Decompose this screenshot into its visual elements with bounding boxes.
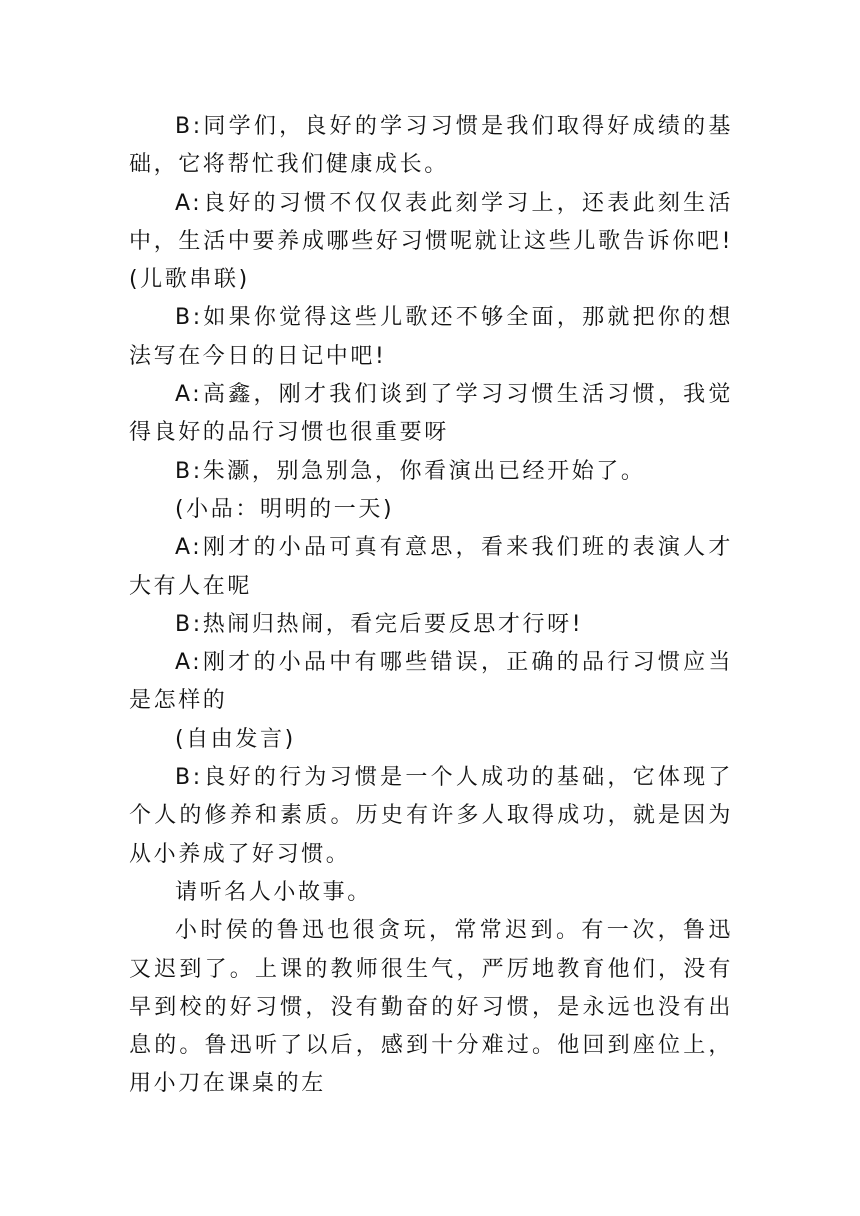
paragraph: B:如果你觉得这些儿歌还不够全面，那就把你的想法写在今日的日记中吧! bbox=[129, 305, 733, 369]
paragraph: 请听名人小故事。 bbox=[175, 879, 372, 905]
paragraph: A:刚才的小品中有哪些错误，正确的品行习惯应当是怎样的 bbox=[129, 650, 733, 714]
paragraph: B:同学们，良好的学习习惯是我们取得好成绩的基础，它将帮忙我们健康成长。 bbox=[129, 114, 733, 178]
paragraph: B:朱灏，别急别急，你看演出已经开始了。 bbox=[175, 458, 646, 484]
paragraph: (自由发言) bbox=[175, 726, 296, 752]
paragraph: A:高鑫，刚才我们谈到了学习习惯生活习惯，我觉得良好的品行习惯也很重要呀 bbox=[129, 382, 733, 446]
document-body bbox=[129, 108, 733, 1104]
paragraph: B:良好的行为习惯是一个人成功的基础，它体现了个人的修养和素质。历史有许多人取得成功，就是因为从小养成了好习惯。 bbox=[129, 765, 733, 867]
paragraph: (小品：明明的一天) bbox=[175, 496, 395, 522]
paragraph: A:刚才的小品可真有意思，看来我们班的表演人才大有人在呢 bbox=[129, 535, 733, 599]
paragraph: A:良好的习惯不仅仅表此刻学习上，还表此刻生活中，生活中要养成哪些好习惯呢就让这些儿歌告诉你吧!(儿歌串联) bbox=[129, 190, 733, 293]
paragraph: 小时侯的鲁迅也很贪玩，常常迟到。有一次，鲁迅又迟到了。上课的教师很生气，严厉地教育他们，没有早到校的好习惯，没有勤奋的好习惯，是永远也没有出息的。鲁迅听了以后，感到十分难过。他回到座位上，用小刀在课桌的左 bbox=[129, 918, 733, 1097]
paragraph: B:热闹归热闹，看完后要反思才行呀! bbox=[175, 611, 584, 637]
